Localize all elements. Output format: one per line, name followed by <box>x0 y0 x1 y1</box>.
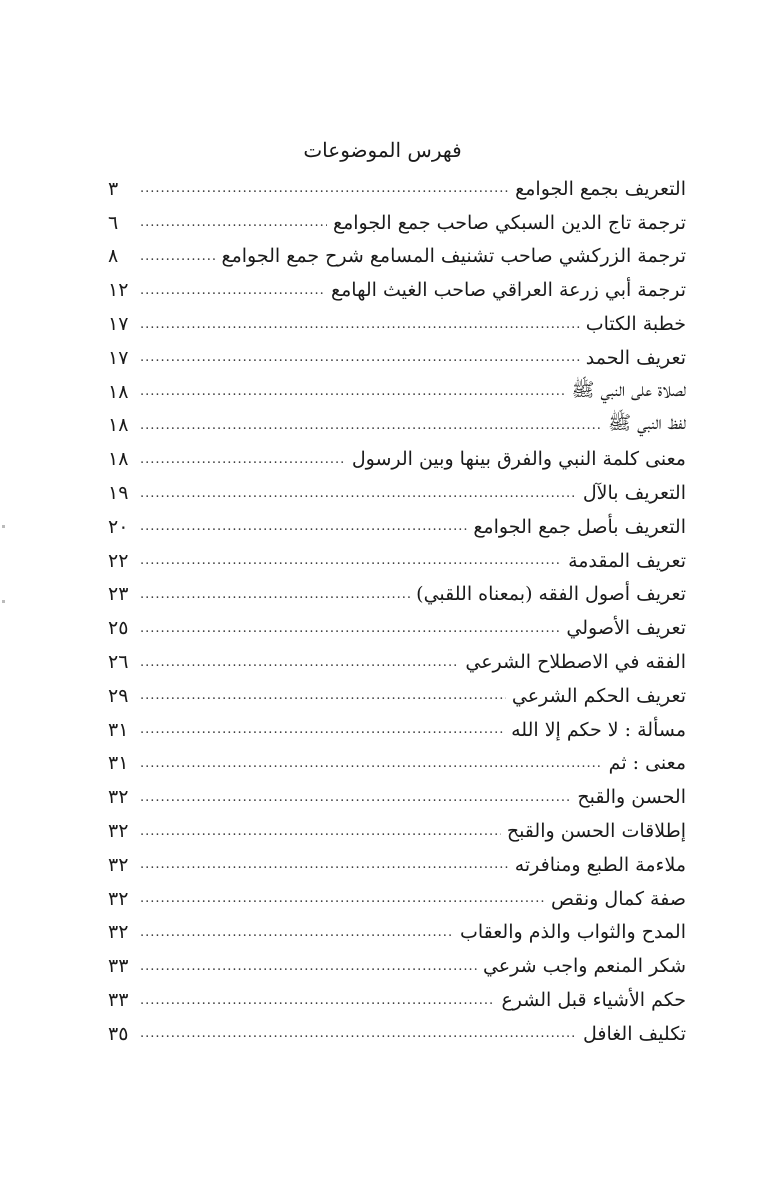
toc-entry-title: الفقه في الاصطلاح الشرعي <box>465 651 686 674</box>
toc-entry-page-number: ١٩ <box>108 482 129 505</box>
toc-entry-page-number: ١٨ <box>108 380 129 403</box>
scan-artifact <box>2 600 5 603</box>
toc-entry-title: معنى كلمة النبي والفرق بينها وبين الرسول <box>351 448 686 471</box>
toc-entry <box>108 882 686 916</box>
toc-entry <box>108 780 686 814</box>
page-title: فهرس الموضوعات <box>303 138 462 162</box>
dot-leader <box>140 791 571 804</box>
toc-entry-page-number: ٣٢ <box>108 887 129 910</box>
dot-leader <box>140 419 602 432</box>
dot-leader <box>140 858 509 871</box>
toc-entry <box>108 1017 686 1051</box>
toc-entry <box>108 916 686 950</box>
toc-entry <box>108 544 686 578</box>
toc-entry <box>108 949 686 983</box>
dot-leader <box>140 926 454 939</box>
toc-entry-page-number: ٣١ <box>108 718 129 741</box>
toc-entry-page-number: ٢٦ <box>108 651 129 674</box>
toc-entry <box>108 679 686 713</box>
dot-leader <box>140 216 327 229</box>
toc-entry-title: تعريف المقدمة <box>568 549 686 572</box>
toc-entry-title: لصلاة على النبي ﷺ <box>571 378 686 401</box>
toc-entry <box>108 983 686 1017</box>
dot-leader <box>140 892 545 905</box>
toc-entry-page-number: ١٨ <box>108 448 129 471</box>
toc-entry-page-number: ٢٣ <box>108 583 129 606</box>
toc-entry-title: إطلاقات الحسن والقبح <box>506 820 686 843</box>
dot-leader <box>140 351 580 364</box>
dot-leader <box>140 1027 577 1040</box>
toc-entry <box>108 747 686 781</box>
toc-entry-title: شكر المنعم واجب شرعي <box>482 955 686 978</box>
dot-leader <box>140 554 562 567</box>
toc-entry <box>108 341 686 375</box>
toc-entry-page-number: ٣١ <box>108 752 129 775</box>
toc-entry-title: تكليف الغافل <box>582 1022 686 1045</box>
toc-entry-title: تعريف الحمد <box>585 346 686 369</box>
toc-entry <box>108 240 686 274</box>
dot-leader <box>140 318 580 331</box>
toc-entry-page-number: ٦ <box>108 211 119 234</box>
dot-leader <box>140 825 501 838</box>
toc-entry-page-number: ١٨ <box>108 414 129 437</box>
toc-entry-page-number: ٣٢ <box>108 853 129 876</box>
toc-entry-title: التعريف بالآل <box>582 482 686 505</box>
toc-entry-title: خطبة الكتاب <box>585 313 686 336</box>
toc-entry-title: صفة كمال ونقص <box>551 887 686 910</box>
toc-entry-page-number: ٣٣ <box>108 989 129 1012</box>
toc-entry-title: التعريف بأصل جمع الجوامع <box>473 515 686 538</box>
toc-entry <box>108 172 686 206</box>
toc-entry-page-number: ٢٢ <box>108 549 129 572</box>
toc-entry-page-number: ٣٢ <box>108 820 129 843</box>
toc-entry <box>108 375 686 409</box>
toc-entry-page-number: ١٧ <box>108 346 129 369</box>
toc-entry-title: ترجمة الزركشي صاحب تشنيف المسامع شرح جمع الجوامع <box>221 245 686 268</box>
toc-entry-page-number: ٣٥ <box>108 1022 129 1045</box>
toc-entry-title: لفظ النبي ﷺ <box>608 412 686 435</box>
dot-leader <box>140 588 410 601</box>
toc-entry-page-number: ٣٢ <box>108 786 129 809</box>
toc-entry-title: ترجمة تاج الدين السبكي صاحب جمع الجوامع <box>332 211 686 234</box>
toc-entry <box>108 409 686 443</box>
toc-entry <box>108 848 686 882</box>
toc-entry <box>108 307 686 341</box>
toc-entry-title: حكم الأشياء قبل الشرع <box>501 989 686 1012</box>
toc-entry-title: معنى : ثم <box>608 752 686 775</box>
toc-entry-page-number: ٨ <box>108 245 119 268</box>
scan-artifact <box>2 525 5 528</box>
toc-entry <box>108 578 686 612</box>
toc-entry-title: مسألة : لا حكم إلا الله <box>511 718 686 741</box>
toc-entry-title: ترجمة أبي زرعة العراقي صاحب الغيث الهامع <box>331 279 686 302</box>
toc-entry <box>108 442 686 476</box>
toc-entry-page-number: ٢٥ <box>108 617 129 640</box>
toc-entry <box>108 611 686 645</box>
dot-leader <box>140 689 506 702</box>
dot-leader <box>140 250 215 263</box>
dot-leader <box>140 487 577 500</box>
toc-entry-page-number: ٢٩ <box>108 684 129 707</box>
toc-entry <box>108 713 686 747</box>
toc-entry <box>108 645 686 679</box>
dot-leader <box>140 520 467 533</box>
toc-entry-page-number: ٣ <box>108 177 119 200</box>
toc-entry-title: تعريف الأصولي <box>566 617 686 640</box>
toc-entry-title: المدح والثواب والذم والعقاب <box>459 921 686 944</box>
dot-leader <box>140 182 509 195</box>
toc-entry-title: الحسن والقبح <box>577 786 686 809</box>
toc-entry <box>108 814 686 848</box>
toc-entry-title: ملاءمة الطبع ومنافرته <box>514 853 686 876</box>
toc-entry-page-number: ٣٣ <box>108 955 129 978</box>
toc-entry-title: تعريف الحكم الشرعي <box>511 684 686 707</box>
toc-entry-title: تعريف أصول الفقه (بمعناه اللقبي) <box>416 583 686 606</box>
dot-leader <box>140 757 603 770</box>
toc-entry-page-number: ٢٠ <box>108 515 129 538</box>
dot-leader <box>140 723 505 736</box>
dot-leader <box>140 656 459 669</box>
toc-entry-page-number: ١٧ <box>108 313 129 336</box>
toc-entry <box>108 273 686 307</box>
dot-leader <box>140 453 346 466</box>
dot-leader <box>140 622 560 635</box>
dot-leader <box>140 284 325 297</box>
dot-leader <box>140 960 477 973</box>
toc-entry-page-number: ١٢ <box>108 279 129 302</box>
dot-leader <box>140 385 566 398</box>
dot-leader <box>140 994 495 1007</box>
toc-entry <box>108 206 686 240</box>
toc-entry-title: التعريف بجمع الجوامع <box>515 177 686 200</box>
toc-entry <box>108 510 686 544</box>
toc-entry-page-number: ٣٢ <box>108 921 129 944</box>
table-of-contents <box>108 172 686 1051</box>
toc-entry <box>108 476 686 510</box>
